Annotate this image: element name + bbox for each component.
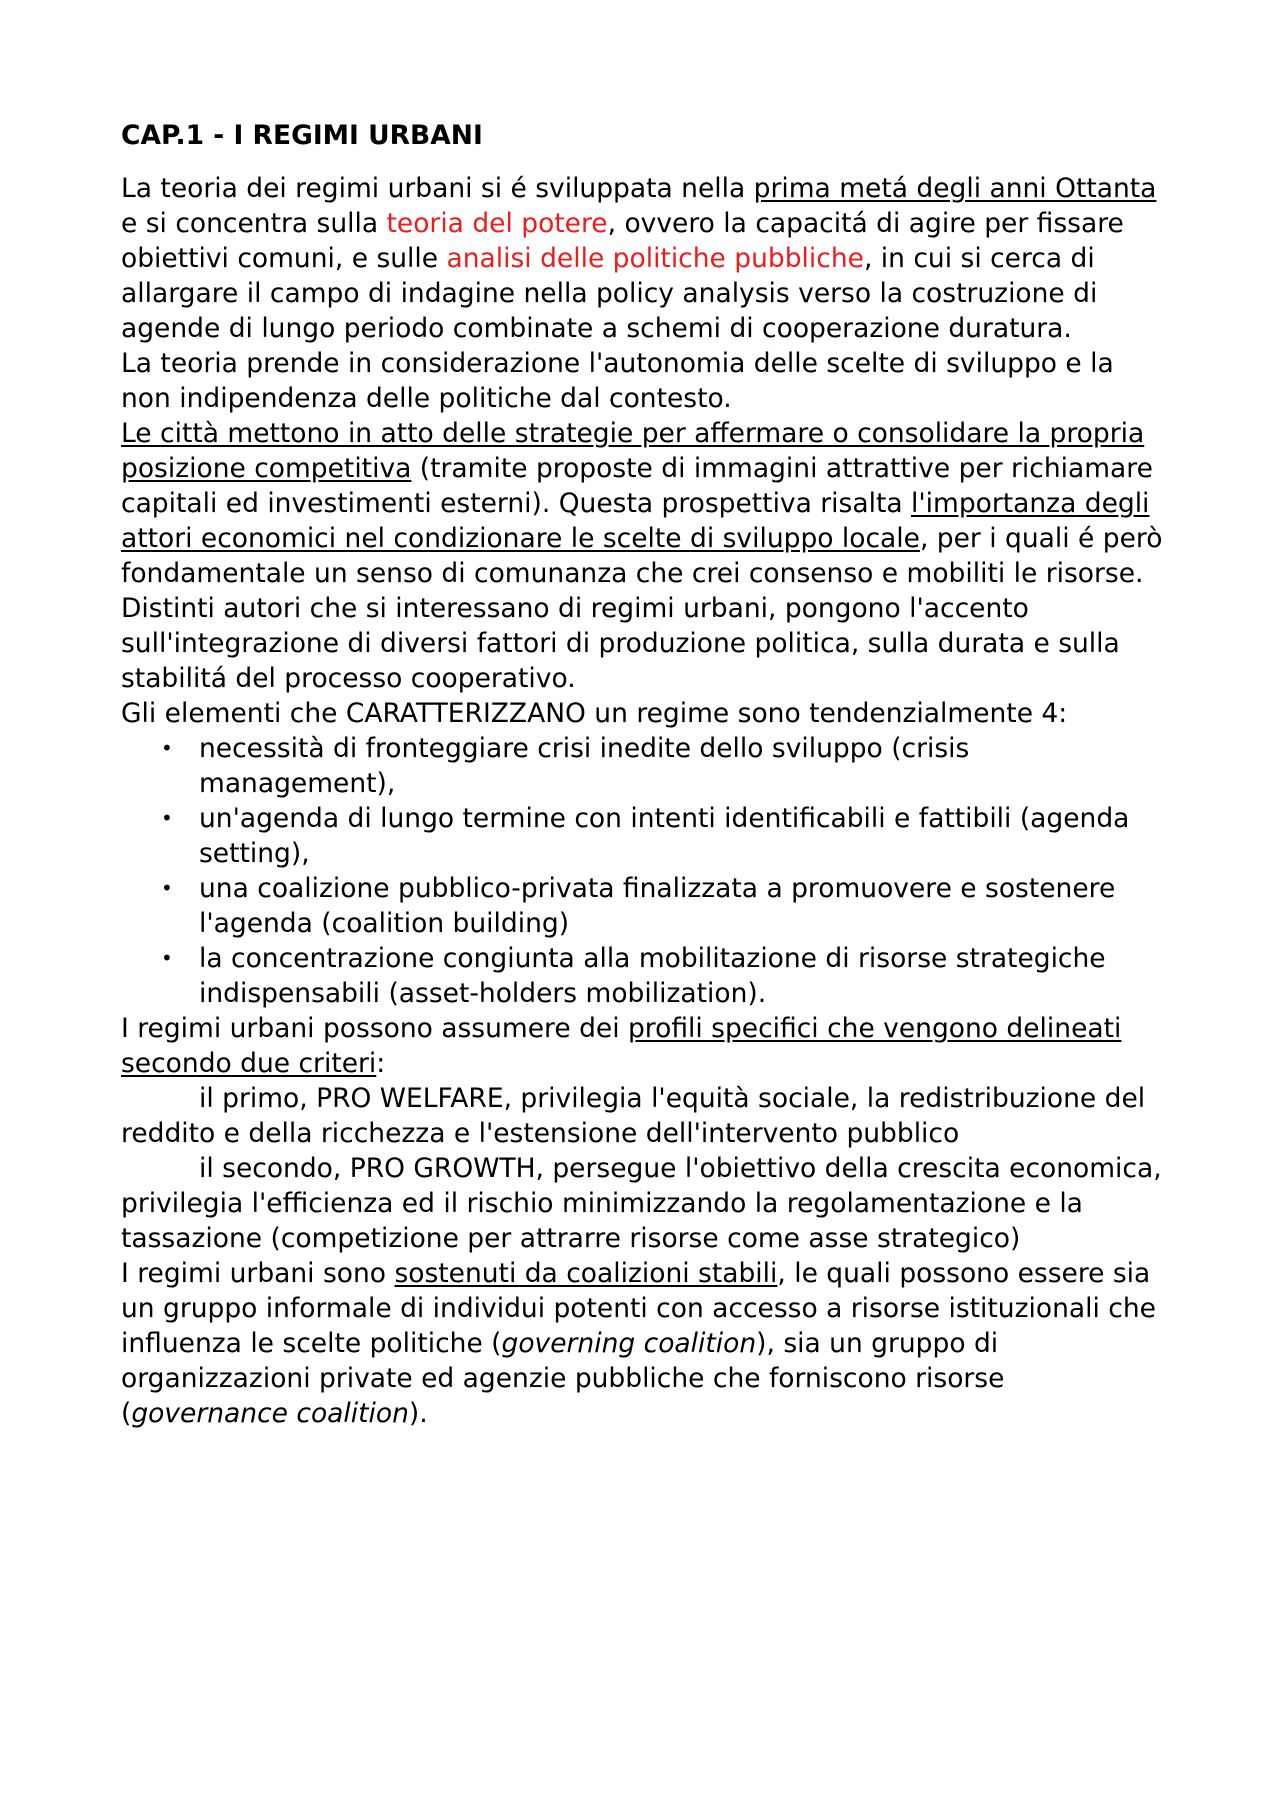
text-span: (tramite proposte di immagini attrattive per richiamare capitali ed investimenti esterni). Questa prospettiva risalta: [121, 453, 1153, 519]
list-item-text: una coalizione pubblico-privata finalizzata a promuovere e sostenere l'agenda (coalition building): [199, 873, 1116, 939]
text-span: La teoria prende in considerazione l'autonomia delle scelte di sviluppo e la non indipendenza delle politiche dal contesto.: [121, 348, 1114, 414]
paragraph-pro-growth: [121, 1151, 1171, 1256]
underlined-text: profili specifici che vengono delineati secondo due criteri: [121, 1013, 1122, 1079]
text-span: e si concentra sulla: [121, 208, 387, 239]
underlined-text: sostenuti da coalizioni stabili: [394, 1258, 778, 1289]
text-span: La teoria dei regimi urbani si é sviluppata nella: [121, 173, 754, 204]
text-span: il primo, PRO WELFARE, privilegia l'equità sociale, la redistribuzione del reddito e della ricchezza e l'estensione dell'intervento pubblico: [121, 1083, 1146, 1149]
list-item: [121, 941, 1171, 1011]
text-span: I regimi urbani sono: [121, 1258, 395, 1289]
underlined-text: prima metá degli anni Ottanta: [753, 173, 1157, 204]
text-span: il secondo, PRO GROWTH, persegue l'obiettivo della crescita economica, privilegia l'efficienza ed il rischio minimizzando la regolamentazione e la tassazione (competizione per attrarre risorse come asse strategico): [121, 1153, 1162, 1254]
paragraph-coalizioni: [121, 1256, 1171, 1431]
paragraph-pro-welfare: [121, 1081, 1171, 1151]
paragraph-autonomia: [121, 346, 1171, 416]
text-span: ), sia un gruppo di organizzazioni private ed agenzie pubbliche che forniscono risorse (: [121, 1328, 1005, 1429]
text-span: ).: [408, 1398, 428, 1429]
text-span: Gli elementi che CARATTERIZZANO un regime sono tendenzialmente 4:: [121, 698, 1068, 729]
list-item-text: necessità di fronteggiare crisi inedite dello sviluppo (crisis management),: [199, 733, 970, 799]
chapter-title: CAP.1 - I REGIMI URBANI: [121, 120, 483, 151]
bullet-list: [121, 731, 1171, 1011]
text-span: , per i quali é però fondamentale un senso di comunanza che crei consenso e mobiliti le risorse. Distinti autori che si interessano di regimi urbani, pongono l'accento sull'integrazione di diversi fattori di produzione politica, sulla durata e sulla stabilitá del processo cooperativo.: [121, 523, 1163, 694]
list-item: [121, 731, 1171, 801]
list-item-text: un'agenda di lungo termine con intenti identificabili e fattibili (agenda setting),: [199, 803, 1130, 869]
italic-text: governance coalition: [131, 1398, 409, 1429]
paragraph-profili: [121, 1011, 1171, 1081]
paragraph-intro: [121, 171, 1171, 346]
paragraph-citta: [121, 416, 1171, 696]
text-span: , le quali possono essere sia un gruppo informale di individui potenti con accesso a risorse istituzionali che influenza le scelte politiche (: [121, 1258, 1156, 1359]
bullet-icon: •: [161, 806, 173, 830]
paragraph-elementi: [121, 696, 1171, 731]
bullet-icon: •: [161, 876, 173, 900]
list-item-text: la concentrazione congiunta alla mobilitazione di risorse strategiche indispensabili (asset-holders mobilization).: [199, 943, 1106, 1009]
list-item: [121, 801, 1171, 871]
text-span: I regimi urbani possono assumere dei: [121, 1013, 628, 1044]
highlighted-red-text: teoria del potere: [386, 208, 608, 239]
list-item: [121, 871, 1171, 941]
text-span: :: [376, 1048, 386, 1079]
highlighted-red-text: analisi delle politiche pubbliche: [446, 243, 864, 274]
document-page: [121, 118, 1171, 1431]
bullet-icon: •: [161, 736, 173, 760]
underlined-text: Le città mettono in atto delle strategie per affermare o consolidare la propria posizione competitiva: [121, 418, 1145, 484]
bullet-icon: •: [161, 946, 173, 970]
text-span: , in cui si cerca di allargare il campo di indagine nella policy analysis verso la costruzione di agende di lungo periodo combinate a schemi di cooperazione duratura.: [121, 243, 1098, 344]
underlined-text: l'importanza degli attori economici nel condizionare le scelte di sviluppo locale: [121, 488, 1150, 554]
italic-text: governing coalition: [501, 1328, 757, 1359]
text-span: , ovvero la capacitá di agire per fissare obiettivi comuni, e sulle: [121, 208, 1124, 274]
